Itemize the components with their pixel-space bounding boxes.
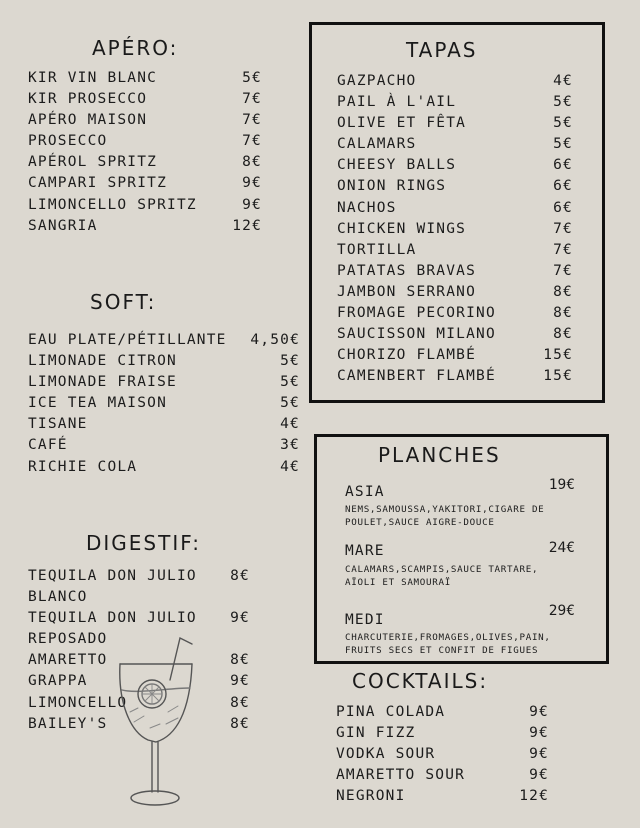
item-price: 7€ — [242, 91, 262, 108]
item-price: 5€ — [553, 115, 573, 132]
item-price: 12€ — [519, 788, 549, 805]
item-price: 7€ — [242, 133, 262, 150]
list-item — [337, 284, 573, 305]
apero-list — [28, 70, 262, 239]
item-price: 8€ — [230, 568, 250, 584]
list-item — [337, 178, 573, 199]
item-price: 4€ — [553, 73, 573, 89]
list-item — [28, 395, 300, 416]
item-name: TISANE — [28, 416, 88, 433]
planche-price: 19€ — [548, 477, 575, 493]
item-name: CAFÉ — [28, 437, 68, 454]
item-price: 9€ — [529, 704, 549, 720]
item-price: 6€ — [553, 178, 573, 195]
item-price: 5€ — [553, 94, 573, 111]
list-item — [337, 136, 573, 157]
planche-name: MARE — [345, 543, 385, 559]
item-price: 15€ — [543, 368, 573, 385]
list-item — [28, 197, 262, 218]
item-name: CAMPARI SPRITZ — [28, 175, 168, 192]
soft-list — [28, 332, 300, 480]
item-name: KIR VIN BLANC — [28, 70, 158, 86]
item-price: 9€ — [242, 196, 262, 213]
item-name: APÉROL SPRITZ — [28, 154, 158, 171]
list-item — [337, 94, 573, 115]
item-name: CALAMARS — [337, 136, 417, 153]
item-name: SAUCISSON MILANO — [337, 326, 496, 343]
item-price: 7€ — [242, 112, 262, 129]
item-name: REPOSADO — [28, 631, 108, 648]
list-item — [28, 589, 250, 610]
list-item — [336, 767, 549, 788]
list-item — [28, 175, 262, 196]
item-name: TEQUILA DON JULIO — [28, 610, 197, 627]
list-item — [336, 704, 549, 725]
cocktails-title: COCKTAILS: — [352, 669, 489, 693]
item-name: CAMENBERT FLAMBÉ — [337, 368, 496, 385]
planche-desc: CALAMARS,SCAMPIS,SAUCE TARTARE, AÏOLI ET SAMOURAÏ — [345, 564, 539, 588]
item-price: 4,50€ — [250, 332, 300, 348]
list-item — [28, 133, 262, 154]
list-item — [28, 610, 250, 631]
item-name: NEGRONI — [336, 788, 406, 805]
item-price: 12€ — [232, 217, 262, 234]
item-price: 9€ — [230, 610, 250, 627]
list-item — [337, 263, 573, 284]
item-name: EAU PLATE/PÉTILLANTE — [28, 332, 227, 348]
item-name: TEQUILA DON JULIO — [28, 568, 197, 584]
list-item — [28, 332, 300, 353]
list-item — [336, 788, 549, 809]
item-price: 6€ — [553, 157, 573, 174]
item-name: BAILEY'S — [28, 715, 108, 732]
item-price: 7€ — [553, 220, 573, 237]
soft-title: SOFT: — [90, 290, 157, 314]
item-name: ONION RINGS — [337, 178, 447, 195]
item-name: CHORIZO FLAMBÉ — [337, 347, 477, 364]
item-price: 7€ — [553, 262, 573, 279]
item-price: 8€ — [230, 715, 250, 732]
item-price: 8€ — [553, 326, 573, 343]
item-name: NACHOS — [337, 199, 397, 216]
item-price: 8€ — [553, 283, 573, 300]
list-item — [28, 437, 300, 458]
tapas-list — [337, 73, 573, 389]
item-price: 9€ — [529, 746, 549, 763]
item-name: JAMBON SERRANO — [337, 283, 477, 300]
item-name: LIMONADE CITRON — [28, 353, 177, 370]
planche-desc: NEMS,SAMOUSSA,YAKITORI,CIGARE DE POULET,SAUCE AIGRE-DOUCE — [345, 504, 545, 528]
item-price: 15€ — [543, 347, 573, 364]
item-price: 9€ — [529, 767, 549, 784]
list-item — [28, 154, 262, 175]
tapas-title: TAPAS — [406, 38, 478, 62]
item-price: 5€ — [280, 395, 300, 412]
item-name: BLANCO — [28, 589, 88, 606]
item-name: CHICKEN WINGS — [337, 220, 467, 237]
apero-title: APÉRO: — [92, 36, 179, 60]
list-item — [337, 73, 573, 94]
planche-name: ASIA — [345, 484, 385, 500]
list-item — [28, 218, 262, 239]
item-name: ICE TEA MAISON — [28, 395, 168, 412]
item-name: PAIL À L'AIL — [337, 94, 457, 111]
list-item — [337, 157, 573, 178]
planches-title: PLANCHES — [378, 443, 501, 467]
item-name: GIN FIZZ — [336, 725, 416, 742]
list-item — [337, 368, 573, 389]
item-name: PATATAS BRAVAS — [337, 262, 477, 279]
cocktail-glass-icon — [108, 632, 218, 814]
item-price: 4€ — [280, 416, 300, 433]
item-name: SANGRIA — [28, 217, 98, 234]
item-name: PROSECCO — [28, 133, 108, 150]
item-name: LIMONADE FRAISE — [28, 374, 177, 391]
item-price: 5€ — [242, 70, 262, 86]
list-item — [28, 70, 262, 91]
list-item — [337, 115, 573, 136]
list-item — [337, 221, 573, 242]
item-price: 8€ — [230, 694, 250, 711]
item-price: 8€ — [242, 154, 262, 171]
list-item — [337, 305, 573, 326]
item-price: 9€ — [242, 175, 262, 192]
list-item — [336, 725, 549, 746]
item-name: APÉRO MAISON — [28, 112, 148, 129]
list-item — [337, 200, 573, 221]
item-price: 3€ — [280, 437, 300, 454]
list-item — [337, 326, 573, 347]
planche-name: MEDI — [345, 612, 385, 628]
list-item — [28, 374, 300, 395]
item-name: RICHIE COLA — [28, 458, 138, 475]
list-item — [28, 112, 262, 133]
digestif-title: DIGESTIF: — [86, 531, 201, 555]
item-price: 4€ — [280, 458, 300, 475]
item-name: VODKA SOUR — [336, 746, 436, 763]
item-price: 6€ — [553, 199, 573, 216]
item-name: FROMAGE PECORINO — [337, 305, 496, 322]
cocktails-list — [336, 704, 549, 809]
item-name: CHEESY BALLS — [337, 157, 457, 174]
item-name: LIMONCELLO — [28, 694, 128, 711]
list-item — [28, 91, 262, 112]
item-name: AMARETTO SOUR — [336, 767, 466, 784]
item-name: TORTILLA — [337, 241, 417, 258]
list-item — [28, 568, 250, 589]
list-item — [337, 242, 573, 263]
item-price: 8€ — [230, 652, 250, 669]
planche-price: 24€ — [548, 540, 575, 556]
list-item — [28, 459, 300, 480]
item-price: 5€ — [280, 353, 300, 370]
item-name: GRAPPA — [28, 673, 88, 690]
item-price: 9€ — [529, 725, 549, 742]
item-price: 9€ — [230, 673, 250, 690]
item-name: KIR PROSECCO — [28, 91, 148, 108]
item-name: AMARETTO — [28, 652, 108, 669]
list-item — [28, 353, 300, 374]
list-item — [28, 416, 300, 437]
item-price: 5€ — [553, 136, 573, 153]
list-item — [336, 746, 549, 767]
list-item — [337, 347, 573, 368]
item-name: LIMONCELLO SPRITZ — [28, 196, 197, 213]
item-price: 5€ — [280, 374, 300, 391]
item-name: GAZPACHO — [337, 73, 417, 89]
item-name: OLIVE ET FÊTA — [337, 115, 467, 132]
item-price: 8€ — [553, 305, 573, 322]
planche-price: 29€ — [548, 603, 575, 619]
item-name: PINA COLADA — [336, 704, 446, 720]
item-price: 7€ — [553, 241, 573, 258]
planche-desc: CHARCUTERIE,FROMAGES,OLIVES,PAIN, FRUITS SECS ET CONFIT DE FIGUES — [345, 632, 551, 656]
